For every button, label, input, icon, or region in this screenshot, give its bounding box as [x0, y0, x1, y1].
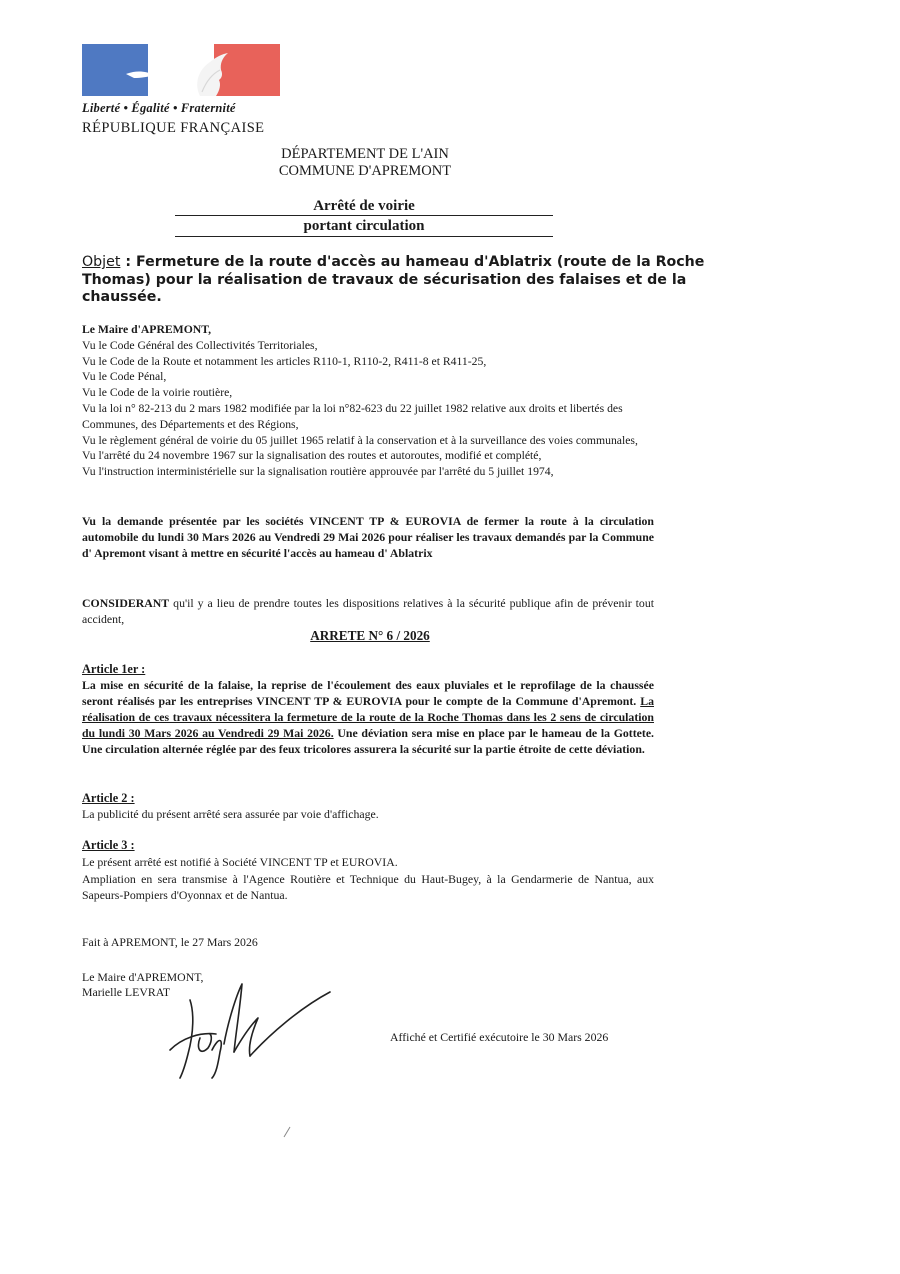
article-3-line-2: Ampliation en sera transmise à l'Agence Routière et Technique du Haut-Bugey, à la Gendarmerie de Nantua, aux Sapeurs-Pompiers d'Oyonnax et de Nantua. [82, 872, 654, 902]
maire-intro: Le Maire d'APREMONT, [82, 323, 212, 336]
republique-label: RÉPUBLIQUE FRANÇAISE [82, 120, 265, 136]
article-2-body: La publicité du présent arrêté sera assurée par voie d'affichage. [82, 807, 379, 821]
document-title: Arrêté de voirie [313, 198, 415, 214]
article-1-part-3: Une déviation sera mise en place par le hameau de la Gottete. Une circulation alternée réglée par des feux tricolores assurera la sécurité sur la partie étroite de cette déviation. [82, 725, 655, 756]
vu-item: Vu le règlement général de voirie du 05 juillet 1965 relatif à la conservation et à la surveillance des voies communales, [82, 433, 638, 447]
title-rule-top [175, 215, 553, 216]
vus-block [82, 322, 654, 480]
vu-item: Vu l'instruction interministérielle sur la signalisation routière approuvée par l'arrêté du 5 juillet 1974, [82, 465, 554, 479]
demande-paragraph: Vu la demande présentée par les sociétés VINCENT TP & EUROVIA de fermer la route à la circulation automobile du lundi 30 Mars 2026 au Vendredi 29 Mai 2026 pour réaliser les travaux demandés par la Commune d' Apremont visant à mettre en sécurité l'accès au hameau d' Ablatrix [82, 514, 654, 560]
objet-label: Objet [82, 254, 121, 270]
arrete-number: ARRETE N° 6 / 2026 [310, 628, 430, 643]
document-subtitle: portant circulation [303, 218, 425, 234]
vu-item: Vu le Code Pénal, [82, 370, 167, 384]
flag-blue-band [82, 44, 148, 96]
signataire-nom: Marielle LEVRAT [82, 985, 171, 999]
flag-red-band [214, 44, 280, 96]
article-1-part-2: La réalisation de ces travaux nécessitera la fermeture de la route de la Roche Thomas dans les 2 sens de circulation du lundi 30 Mars 2026 au Vendredi 29 Mai 2026. [82, 693, 654, 740]
signataire-titre: Le Maire d'APREMONT, [82, 970, 204, 984]
article-3-title: Article 3 : [82, 838, 135, 852]
vu-item: Vu le Code de la voirie routière, [82, 386, 233, 400]
article-1-body [82, 678, 654, 758]
considerant-text: qu'il y a lieu de prendre toutes les dispositions relatives à la sécurité publique afin de prévenir tout accident, [82, 596, 654, 626]
considerant-label: CONSIDERANT [82, 596, 170, 610]
objet-text: : Fermeture de la route d'accès au hameau d'Ablatrix (route de la Roche Thomas) pour la réalisation de travaux de sécurisation des falaises et de la chaussée. [82, 254, 705, 305]
objet-paragraph [82, 254, 722, 307]
scan-mark [282, 1125, 292, 1139]
vu-item: Vu la loi n° 82-213 du 2 mars 1982 modifiée par la loi n°82-623 du 22 juillet 1982 relative aux droits et libertés des Communes, des Départements et des Régions, [82, 401, 623, 431]
article-1-part-1: La mise en sécurité de la falaise, la reprise de l'écoulement des eaux pluviales et le reprofilage de la chaussée seront réalisés par les entreprises VINCENT TP & EUROVIA pour le compte de la Commune d'Apremont. [82, 678, 654, 708]
marianne-logo [82, 44, 280, 96]
departement-label: DÉPARTEMENT DE L'AIN [281, 146, 449, 162]
article-1-title: Article 1er : [82, 662, 146, 676]
considerant-paragraph [82, 596, 654, 628]
fait-a-line: Fait à APREMONT, le 27 Mars 2026 [82, 935, 258, 949]
title-rule-bottom [175, 236, 553, 237]
article-2-title: Article 2 : [82, 791, 135, 805]
vu-item: Vu le Code de la Route et notamment les articles R110-1, R110-2, R411-8 et R411-25, [82, 354, 487, 368]
vu-item: Vu le Code Général des Collectivités Territoriales, [82, 338, 318, 352]
vu-item: Vu l'arrêté du 24 novembre 1967 sur la signalisation des routes et autoroutes, modifié et complété, [82, 449, 542, 463]
handwritten-signature [160, 978, 335, 1083]
article-3-line-1: Le présent arrêté est notifié à Société VINCENT TP et EUROVIA. [82, 855, 398, 869]
republic-motto: Liberté • Égalité • Fraternité [82, 101, 236, 115]
commune-label: COMMUNE D'APREMONT [278, 163, 452, 179]
affiche-certifie-line: Affiché et Certifié exécutoire le 30 Mars 2026 [390, 1030, 609, 1044]
